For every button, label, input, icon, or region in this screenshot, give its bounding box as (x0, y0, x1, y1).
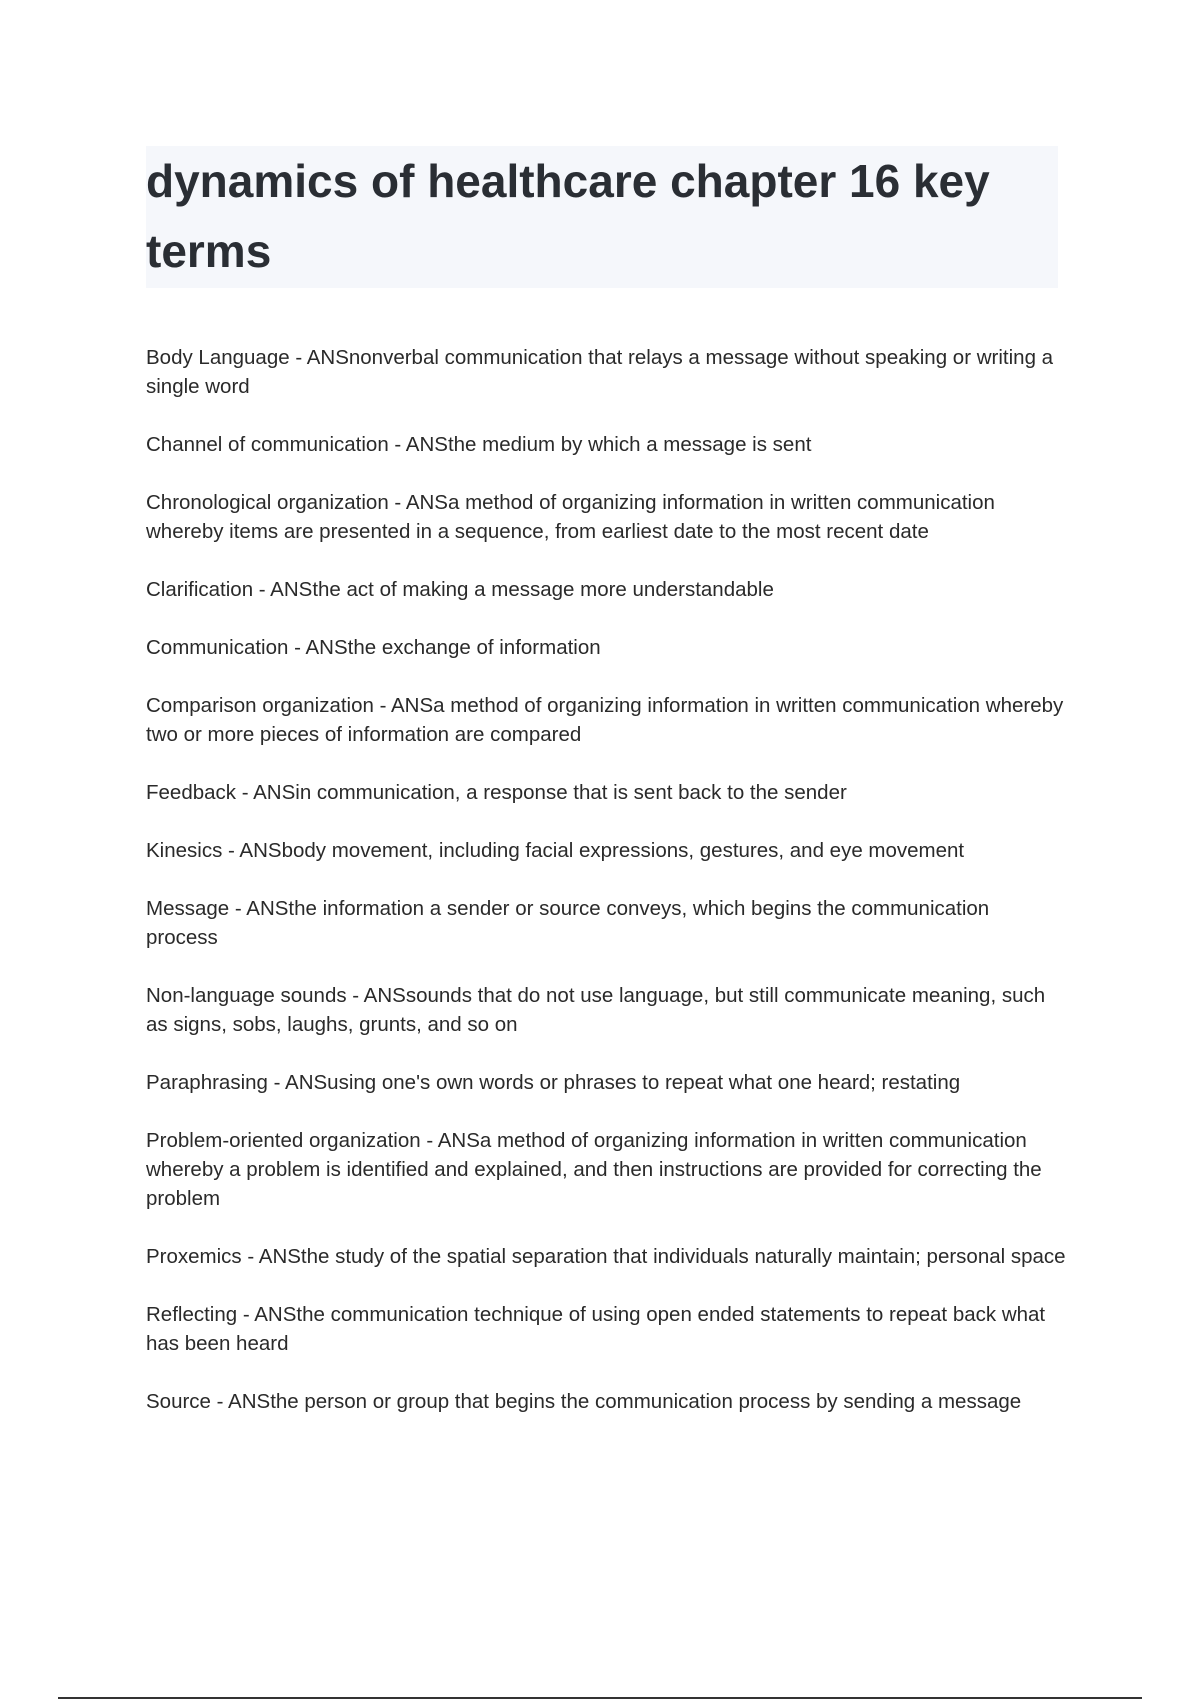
term-entry: Proxemics - ANSthe study of the spatial separation that individuals naturally maintain; personal space (146, 1245, 1066, 1268)
term-entry: Message - ANSthe information a sender or source conveys, which begins the communication process (146, 897, 990, 949)
term-entry: Chronological organization - ANSa method of organizing information in written communication whereby items are presented in a sequence, from earliest date to the most recent date (146, 491, 995, 543)
footer-divider (58, 1697, 1142, 1699)
title-block (146, 146, 1058, 288)
term-entry: Communication - ANSthe exchange of information (146, 636, 601, 659)
term-entry: Feedback - ANSin communication, a response that is sent back to the sender (146, 781, 847, 804)
term-entry: Non-language sounds - ANSsounds that do not use language, but still communicate meaning, such as signs, sobs, laughs, grunts, and so on (146, 984, 1046, 1036)
key-terms-list (146, 343, 1066, 1445)
term-entry: Source - ANSthe person or group that begins the communication process by sending a message (146, 1390, 1022, 1413)
term-entry: Channel of communication - ANSthe medium by which a message is sent (146, 433, 812, 456)
term-entry: Clarification - ANSthe act of making a message more understandable (146, 578, 774, 601)
term-entry: Comparison organization - ANSa method of organizing information in written communication whereby two or more pieces of information are compared (146, 694, 1064, 746)
term-entry: Paraphrasing - ANSusing one's own words or phrases to repeat what one heard; restating (146, 1071, 961, 1094)
term-entry: Reflecting - ANSthe communication technique of using open ended statements to repeat back what has been heard (146, 1303, 1046, 1355)
term-entry: Kinesics - ANSbody movement, including facial expressions, gestures, and eye movement (146, 839, 965, 862)
term-entry: Body Language - ANSnonverbal communication that relays a message without speaking or writing a single word (146, 346, 1054, 398)
page-title: dynamics of healthcare chapter 16 key terms (146, 155, 990, 277)
term-entry: Problem-oriented organization - ANSa method of organizing information in written communication whereby a problem is identified and explained, and then instructions are provided for correcting the problem (146, 1129, 1042, 1210)
